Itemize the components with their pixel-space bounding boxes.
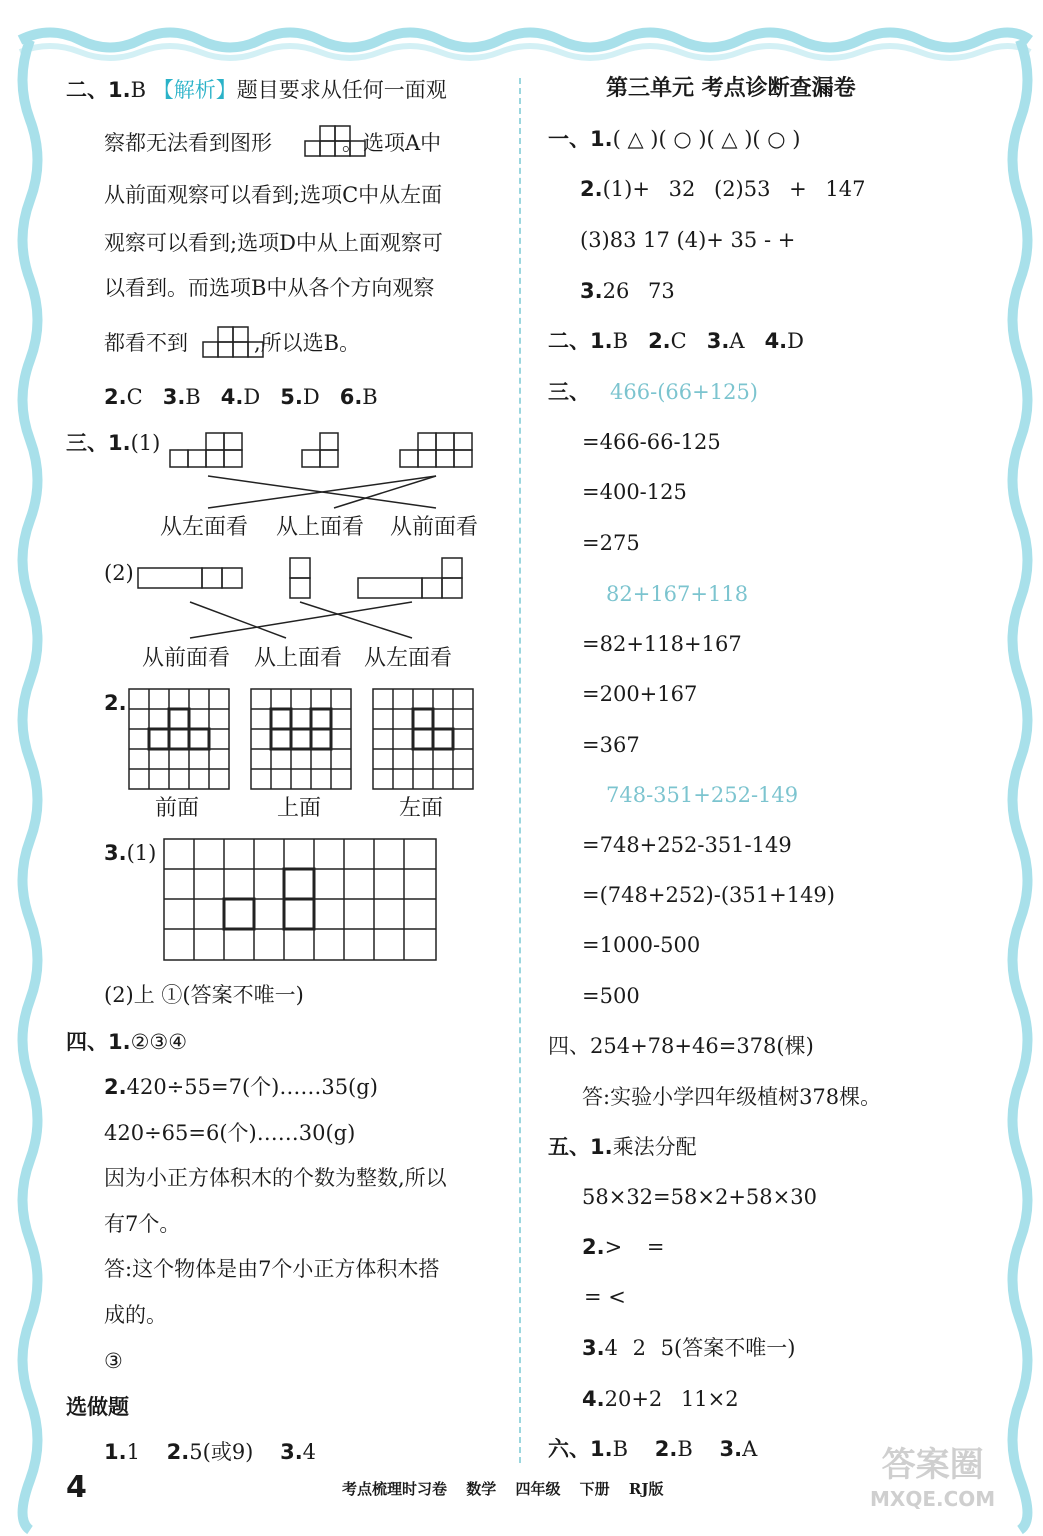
left-s4-q2d: 有7个。 [104,1212,181,1236]
right-s3-step: =275 [582,531,640,555]
analysis-text: ,所以选B。 [254,331,361,355]
left-s2-q1-line5: 以看到。而选项B中从各个方向观察 [104,276,435,300]
view-label: 从左面看 [364,646,453,671]
grid-large [163,838,437,962]
right-s5-q1b: 58×32=58×2+58×30 [582,1185,817,1209]
right-s1-q3: 3.26 73 [580,279,675,303]
watermark [870,1445,995,1513]
analysis-text: 都看不到 [104,331,188,355]
right-s5-q4: 4.20+2 11×2 [582,1387,739,1411]
right-s1-q2b: (3)83 17 (4)+ 35 - + [580,228,796,252]
left-s3-q1-1: 三、1.(1) [66,431,161,455]
right-s3-step: =200+167 [582,682,698,706]
right-s5-q2b: = < [584,1285,626,1309]
left-s2-q1-line2 [104,128,441,158]
left-s4-q2g: ③ [104,1349,123,1373]
grid-label: 上面 [277,796,322,821]
left-s2-q1-line4: 观察可以看到;选项D中从上面观察可 [104,231,443,255]
right-s3-e2: 82+167+118 [606,582,749,606]
left-s4-q2b: 420÷65=6(个)……30(g) [104,1121,356,1145]
left-s3-q3-2: (2)上 ①(答案不唯一) [104,983,304,1007]
optional-answers: 1.1 2.5(或9) 3.4 [104,1440,317,1464]
shape-figure-1 [304,120,366,160]
right-s3-step: =748+252-351-149 [582,833,792,857]
right-s3-step: =500 [582,984,640,1008]
right-s3-e1: 三、 466-(66+125) [548,380,758,404]
analysis-text: 察都无法看到图形 [104,131,272,155]
page-footer: 考点梳理时习卷 数学 四年级 下册 RJ版 [342,1480,664,1498]
grid-label: 前面 [155,796,200,821]
watermark-url: MXQE.COM [870,1487,996,1511]
optional-title: 选做题 [66,1395,129,1419]
grid-top [250,688,352,790]
right-s3-step: =(748+252)-(351+149) [582,883,835,907]
left-s3-q2: 2. [104,691,127,715]
view-label: 从前面看 [390,515,479,540]
shape-figure-2 [202,322,264,362]
analysis-text: 题目要求从任何一面观 [236,78,447,102]
right-s2: 二、1.B 2.C 3.A 4.D [548,329,804,353]
right-s3-step: =367 [582,733,640,757]
view-figures-2 [136,556,476,646]
left-s4-q2a: 2.420÷55=7(个)……35(g) [104,1075,378,1099]
view-label: 从左面看 [160,515,249,540]
left-s3-q1-2: (2) [104,561,134,585]
right-s6: 六、1.B 2.B 3.A [548,1437,758,1461]
left-s3-q3: 3.(1) [104,841,157,865]
right-s5-q1: 五、1.乘法分配 [548,1135,697,1159]
left-s2-q1-line3: 从前面观察可以看到;选项C中从左面 [104,183,443,207]
left-s4-q2e: 答:这个物体是由7个小正方体积木搭 [104,1257,440,1281]
right-s1-q1: 一、1.( △ )( ○ )( △ )( ○ ) [548,127,801,151]
view-label: 从上面看 [254,646,343,671]
view-label: 从上面看 [276,515,365,540]
grid-left [372,688,474,790]
left-s4-q2c: 因为小正方体积木的个数为整数,所以 [104,1166,447,1190]
column-divider [519,78,521,1463]
right-s5-q2a: 2.> = [582,1235,665,1259]
view-label: 从前面看 [142,646,231,671]
right-s3-step: =466-66-125 [582,430,721,454]
expression: 466-(66+125) [610,380,758,404]
section-number: 二、1. [66,78,131,102]
right-s3-e3: 748-351+252-149 [606,783,799,807]
right-s1-q2a: 2.(1)+ 32 (2)53 + 147 [580,177,866,201]
grid-label: 左面 [399,796,444,821]
right-s4-line: 四、254+78+46=378(棵) [548,1034,814,1058]
page-number: 4 [66,1470,87,1505]
left-s2-rest: 2.C 3.B 4.D 5.D 6.B [104,385,378,409]
left-s4-q2f: 成的。 [104,1303,167,1327]
analysis-tag: 【解析】 [152,78,237,102]
left-s4-q1: 四、1.②③④ [66,1030,188,1054]
analysis-text: 。选项A中 [342,131,442,155]
unit-title: 第三单元 考点诊断查漏卷 [606,76,856,101]
right-s3-step: =82+118+167 [582,632,742,656]
watermark-logo-text: 答案圈 [881,1445,984,1485]
grid-front [128,688,230,790]
left-s2-q1-line1 [66,75,447,105]
right-s3-step: =1000-500 [582,933,701,957]
right-s4-answer: 答:实验小学四年级植树378棵。 [582,1085,882,1109]
right-s3-step: =400-125 [582,480,687,504]
right-s5-q3: 3.4 2 5(答案不唯一) [582,1336,796,1360]
answer: B [130,78,147,102]
